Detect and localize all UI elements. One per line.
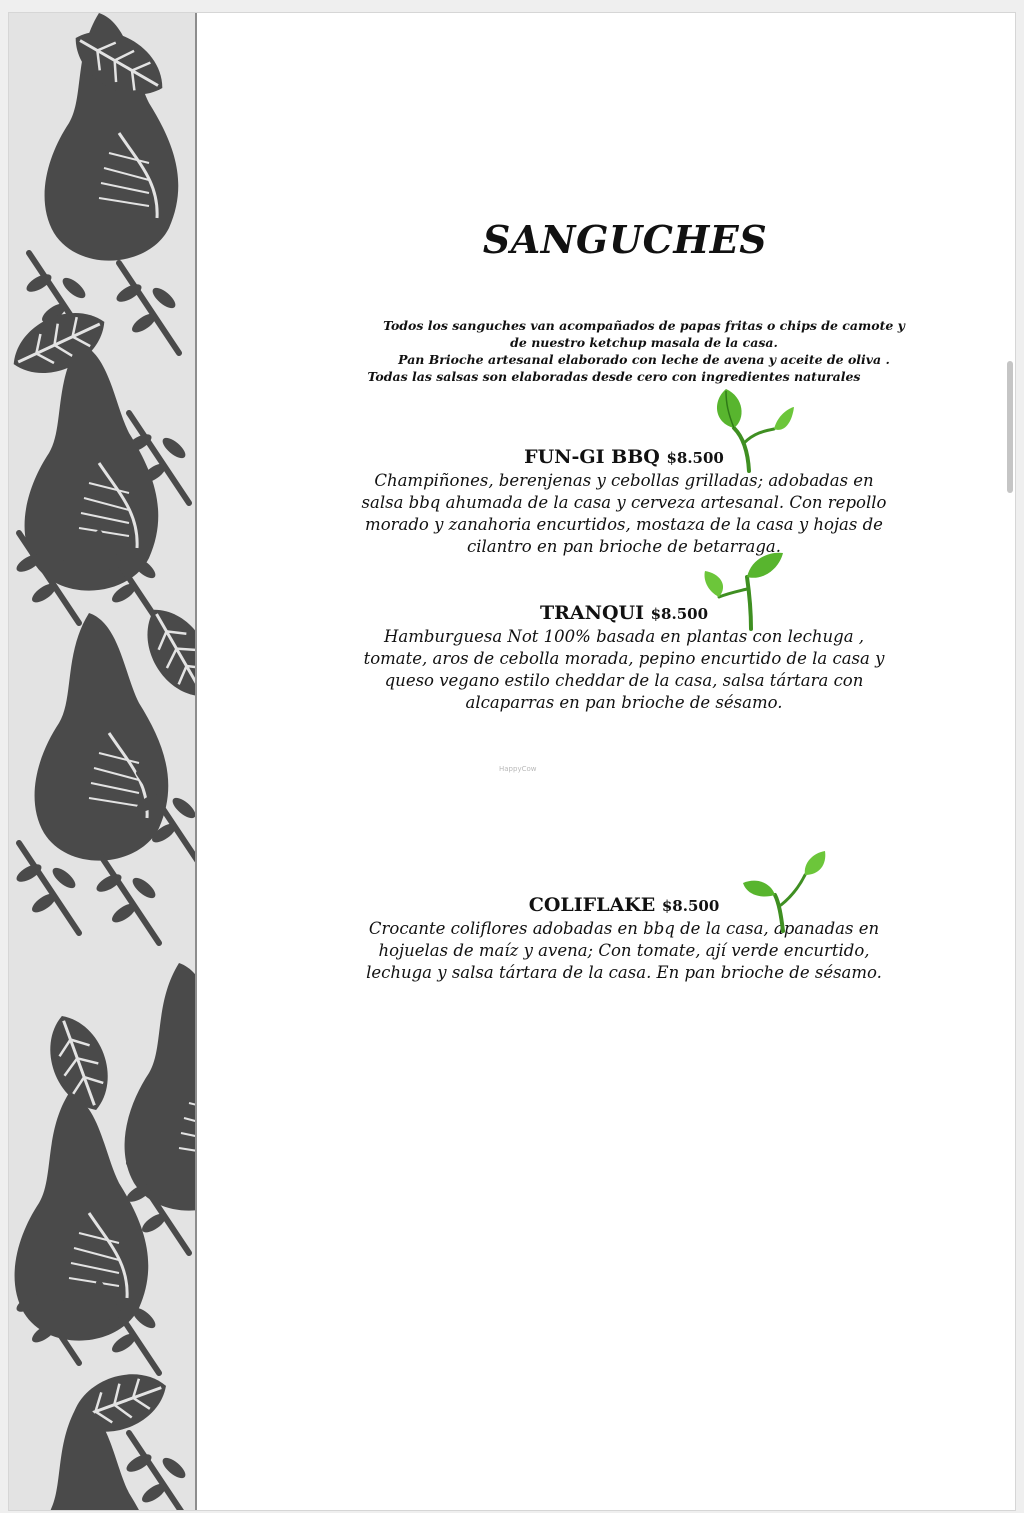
item-name: FUN-GI BBQ <box>524 446 660 468</box>
sprout-icon <box>739 843 829 933</box>
intro-line: Todos los sanguches van acompañados de papas fritas o chips de camote y <box>383 318 905 333</box>
item-description: Hamburguesa Not 100% basada en plantas con lechuga , tomate, aros de cebolla morada, pepino encurtido de la casa y queso vegano estilo cheddar de la casa, salsa tártara con alcaparras en pan brioche de sésamo. <box>363 627 885 712</box>
item-price: $8.500 <box>650 605 709 623</box>
item-description: Champiñones, berenjenas y cebollas grilladas; adobadas en salsa bbq ahumada de la casa y cerveza artesanal. Con repollo morado y zanahoria encurtidos, mostaza de la casa y hojas de cilantro en pan brioche de betarraga. <box>361 471 887 556</box>
pear-leaf-print-border <box>9 13 197 1510</box>
sprout-icon <box>704 383 794 473</box>
item-description: Crocante coliflores adobadas en bbq de la casa, apanadas en hojuelas de maíz y avena; Con tomate, ají verde encurtido, lechuga y salsa tártara de la casa. En pan brioche de sésamo. <box>366 919 882 982</box>
item-heading <box>359 445 889 470</box>
happycow-watermark: HappyCow <box>499 765 537 773</box>
page-title: SANGUCHES <box>482 217 768 262</box>
intro-note <box>349 317 939 385</box>
intro-line: Todas las salsas son elaboradas desde cero con ingredientes naturales <box>367 369 861 384</box>
menu-page <box>8 12 1016 1511</box>
menu-item-fun-gi-bbq <box>359 445 889 558</box>
item-price: $8.500 <box>666 449 724 467</box>
item-name: TRANQUI <box>539 602 644 624</box>
sprout-icon <box>699 541 789 631</box>
menu-content <box>199 13 1015 1510</box>
item-heading <box>359 601 889 626</box>
item-name: COLIFLAKE <box>528 894 656 916</box>
item-price: $8.500 <box>661 897 720 915</box>
intro-line: de nuestro ketchup masala de la casa. <box>510 335 778 350</box>
menu-item-tranqui <box>359 601 889 714</box>
intro-line: Pan Brioche artesanal elaborado con leche de avena y aceite de oliva . <box>398 352 890 367</box>
